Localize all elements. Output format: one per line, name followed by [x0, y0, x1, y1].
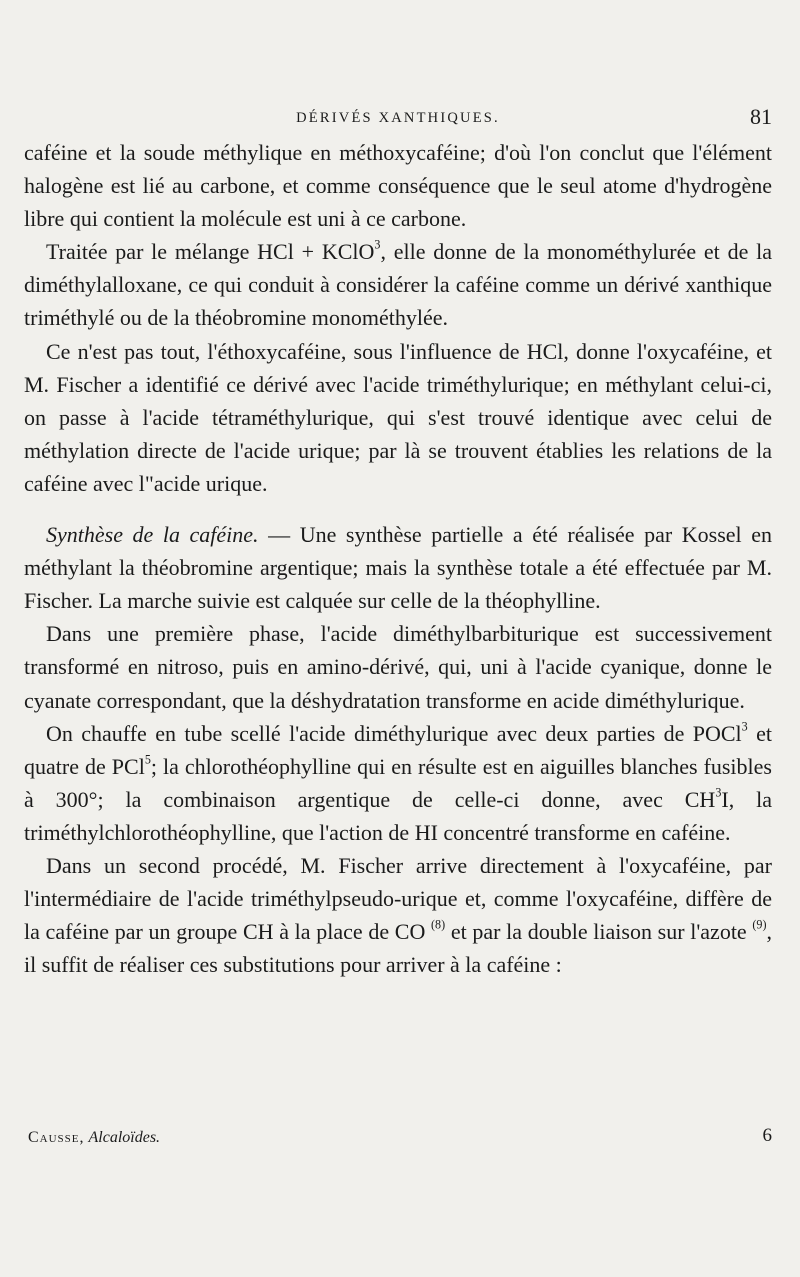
page-footer [28, 1125, 772, 1155]
paragraph-5: Dans une première phase, l'acide diméthylbarbiturique est successivement transformé en nitroso, puis en amino-dérivé, qui, uni à l'acide cyanique, donne le cyanate correspondant, que la déshydratation transforme en acide diméthylurique. [24, 621, 772, 713]
superscript: 3 [374, 238, 381, 252]
paragraph-1: caféine et la soude méthylique en méthoxycaféine; d'où l'on conclut que l'élément halogène est lié au carbone, et comme conséquence que le seul atome d'hydrogène libre qui contient la molécule est uni à ce carbone. [24, 140, 772, 232]
book-reference [28, 1129, 160, 1147]
superscript: 5 [144, 752, 151, 767]
running-title: DÉRIVÉS XANTHIQUES. [296, 110, 500, 126]
paragraph-6: On chauffe en tube scellé l'acide diméthylurique avec deux parties de POCl$^3$ et quatre de PCl$^5$; la chlorothéophylline qui en résulte est en aiguilles blanches fusibles à 300°; la combinaison argentique de celle-ci donne, avec $CH^3I$, la triméthylchlorothéophylline, que l'action de HI concentré transforme en caféine. [24, 719, 772, 845]
paragraph-synthese: Synthèse de la caféine. — Une synthèse partielle a été réalisée par Kossel en méthylant la théobromine argentique; mais la synthèse totale a été effectuée par M. Fischer. La marche suivie est calquée sur celle de la théophylline. [24, 522, 772, 614]
author-name: Causse, [28, 1129, 85, 1146]
book-title: Alcaloïdes. [88, 1129, 161, 1146]
page-number: 81 [750, 104, 772, 129]
book-page [24, 102, 772, 981]
page-header [24, 102, 772, 136]
superscript: 3 [715, 785, 722, 800]
body-text [24, 136, 772, 981]
paragraph-7: Dans un second procédé, M. Fischer arrive directement à l'oxycaféine, par l'intermédiaire de l'acide triméthylpseudo-urique et, comme l'oxycaféine, diffère de la caféine par un groupe CH à la place de CO $^{(8)}$ et par la double liaison sur l'azote $^{(9)}$, il suffit de réaliser ces substitutions pour arriver à la caféine : [24, 852, 772, 978]
paragraph-2: Traitée par le mélange HCl + KClO$^3$, elle donne de la monométhylurée et de la diméthylalloxane, ce qui conduit à considérer la caféine comme un dérivé xanthique triméthylé ou de la théobromine monométhylée. [24, 238, 773, 331]
signature-mark: 6 [762, 1125, 772, 1146]
section-title: Synthèse de la caféine. [46, 522, 259, 548]
footnote-ref: (8) [431, 917, 446, 932]
footnote-ref: (9) [752, 917, 767, 932]
paragraph-3: Ce n'est pas tout, l'éthoxycaféine, sous l'influence de HCl, donne l'oxycaféine, et M. Fischer a identifié ce dérivé avec l'acide triméthylurique; en méthylant celui-ci, on passe à l'acide tétraméthylurique, qui s'est trouvé identique avec celui de méthylation directe de l'acide urique; par là se trouvent établies les relations de la caféine avec l"acide urique. [24, 338, 772, 496]
superscript: 3 [741, 719, 748, 734]
